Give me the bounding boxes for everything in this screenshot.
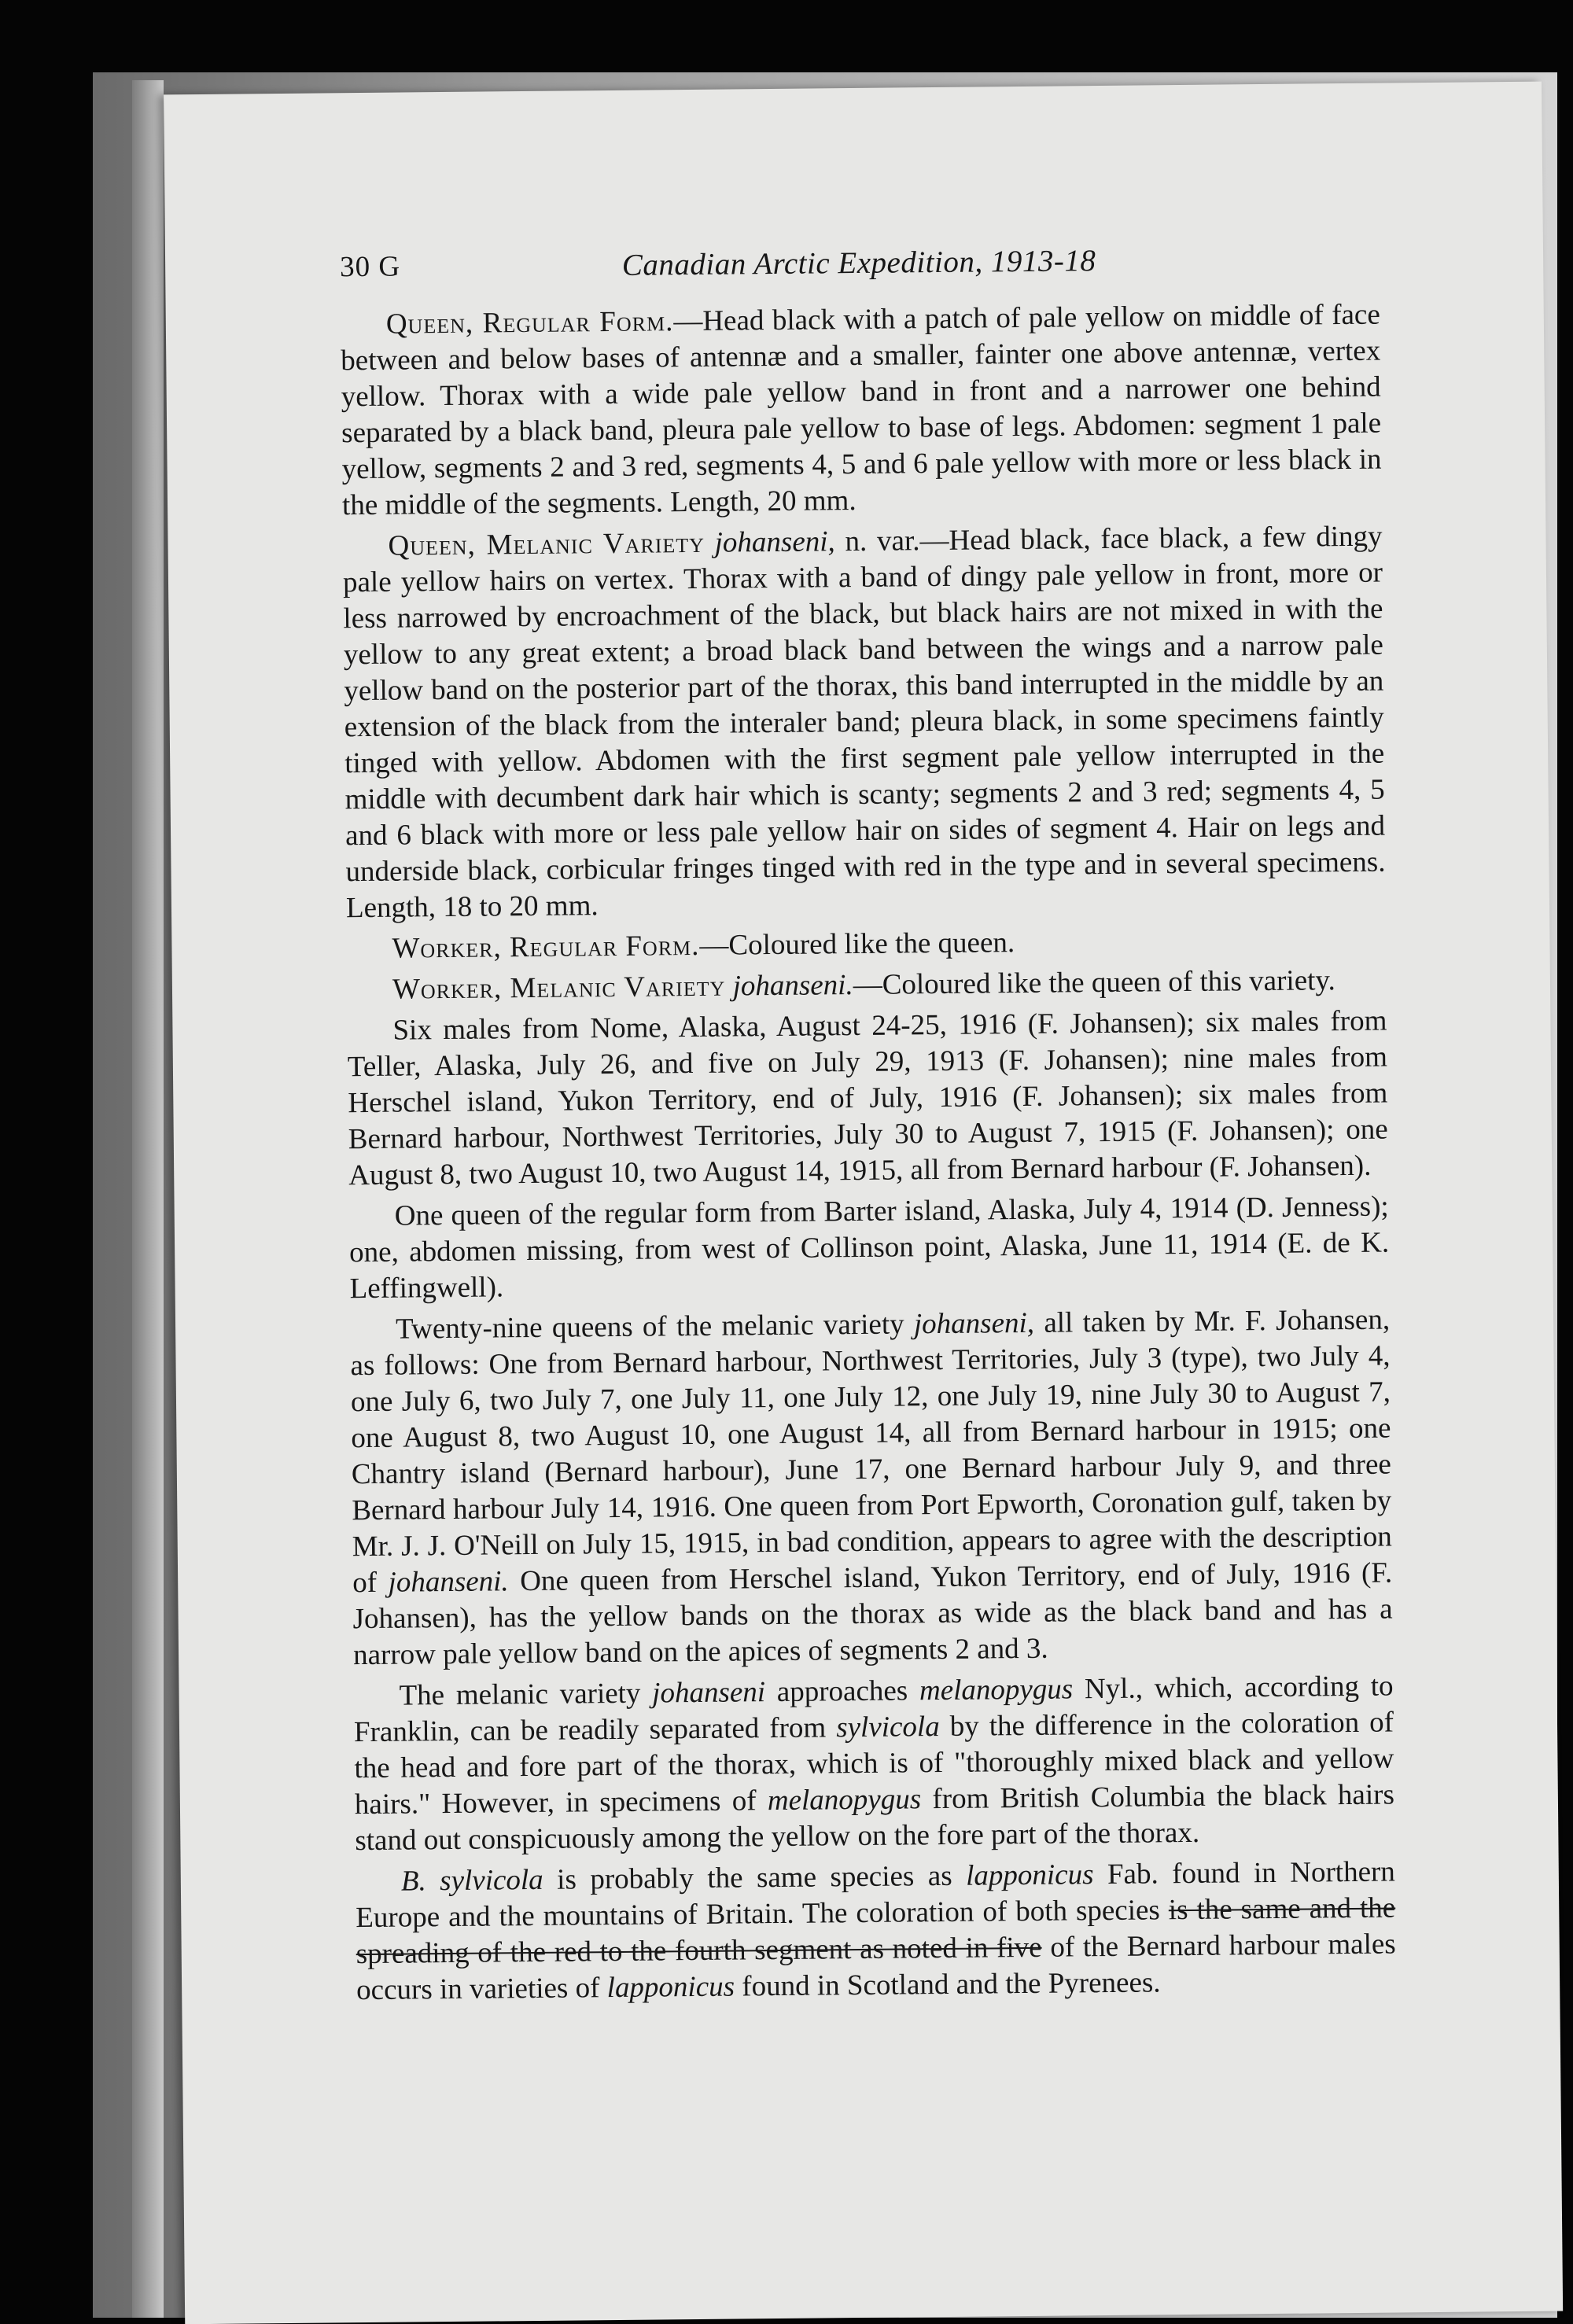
paragraph-heading-italic: johanseni, <box>714 525 835 559</box>
paragraph-text: by the difference in the coloration of the head and fore part of the thorax, which is of "thoroughly mixed black and yellow hairs." However, in specimens of <box>354 1706 1394 1821</box>
paragraph-text: Twenty-nine queens of the melanic variety <box>395 1308 904 1346</box>
paragraph-worker-melanic <box>347 963 1387 1009</box>
scanned-page <box>164 82 1563 2324</box>
page-number: 30 G <box>339 250 401 284</box>
paragraph-heading: Queen, Melanic Variety <box>388 526 705 562</box>
species-name: lapponicus <box>965 1858 1094 1892</box>
page-header <box>340 241 1379 298</box>
paragraph-melanopygus-comparison <box>353 1668 1394 1859</box>
paragraph-text: all taken by Mr. F. Johansen, as follows: One from Bernard harbour, Northwest Territories, July 3 (type), two July 4, one July 6, two July 7, one July 11, one July 12, one July 19, nine July 30 to August 7, one August 8, two August 10, one August 14, all from Bernard harbour in 1915; one Chantry island (Bernard harbour), June 17, one Bernard harbour July 9, and three Bernard harbour July 14, 1916. One queen from Port Epworth, Coronation gulf, taken by Mr. J. J. O'Neill on July 15, 1915, in bad condition, appears to agree with the description of <box>350 1303 1392 1600</box>
paragraph-melanic-queen-records <box>350 1302 1393 1674</box>
paragraph-text: from British Columbia the black hairs stand out conspicuously among the yellow on the fore part of the thorax. <box>355 1778 1395 1858</box>
struck-through-text: is the same and the spreading of the red to the fourth segment as noted in five <box>355 1891 1396 1971</box>
paragraph-text: n. var.—Head black, face black, a few dingy pale yellow hairs on vertex. Thorax with a band of dingy pale yellow in front, more or less narrowed by encroachment of the black, but black hairs are not mixed in with the yellow to any great extent; a broad black band between the wings and a narrow pale yellow band on the posterior part of the thorax, this band interrupted in the middle by an extension of the black from the interaler band; pleura black, in some specimens faintly tinged with yellow. Abdomen with the first segment pale yellow interrupted in the middle with decumbent dark hair which is scanty; segments 2 and 3 red; segments 4, 5 and 6 black with more or less pale yellow hair on sides of segment 4. Hair on legs and underside black, corbicular fringes tinged with red in the type and in several specimens. Length, 18 to 20 mm. <box>342 520 1386 925</box>
species-name: lapponicus <box>606 1970 735 2005</box>
species-name: melanopygus <box>919 1673 1074 1707</box>
paragraph-text: approaches <box>776 1674 908 1709</box>
paragraph-text: —Coloured like the queen. <box>699 926 1015 962</box>
species-name: B. sylvicola <box>400 1863 543 1898</box>
page-gutter <box>132 80 164 2318</box>
species-name: johanseni <box>651 1676 766 1710</box>
paragraph-text: Fab. found in Northern Europe and the mountains of Britain. The coloration of both species <box>355 1855 1396 1935</box>
paragraph-queen-records <box>349 1189 1390 1308</box>
paragraph-males-records <box>347 1004 1388 1195</box>
running-title: Canadian Arctic Expedition, 1913-18 <box>621 244 1096 282</box>
paragraph-heading: Worker, Melanic Variety <box>392 970 726 1006</box>
paragraph-lapponicus-comparison <box>355 1854 1397 2009</box>
paragraph-text: Nyl., which, according to Franklin, can be readily separated from <box>353 1670 1394 1749</box>
paragraph-queen-melanic <box>342 519 1386 927</box>
paragraph-text: —Coloured like the queen of this variety. <box>853 964 1335 1002</box>
paragraph-text: found in Scotland and the Pyrenees. <box>742 1966 1161 2003</box>
species-name: sylvicola <box>836 1711 940 1744</box>
paragraph-text: —Head black with a patch of pale yellow on middle of face between and below bases of antennæ and a smaller, fainter one above antennæ, vertex yellow. Thorax with a wide pale yellow band in front and a narrower one behind separated by a black band, pleura pale yellow to base of legs. Abdomen: segment 1 pale yellow, segments 2 and 3 red, segments 4, 5 and 6 pale yellow with more or less black in the middle of the segments. Length, 20 mm. <box>341 298 1382 522</box>
species-name: melanopygus <box>767 1783 922 1818</box>
paragraph-heading: Worker, Regular Form. <box>392 929 700 965</box>
paragraph-heading: Queen, Regular Form. <box>385 305 674 341</box>
paragraph-text: is probably the same species as <box>556 1859 952 1896</box>
paragraph-queen-regular <box>341 297 1383 525</box>
paragraph-worker-regular <box>346 922 1386 968</box>
paragraph-text: of the Bernard harbour males occurs in varieties of <box>355 1928 1396 2007</box>
paragraph-heading-italic: johanseni. <box>732 969 853 1003</box>
paragraph-text: The melanic variety <box>399 1677 641 1712</box>
paragraph-text: Six males from Nome, Alaska, August 24-25, 1916 (F. Johansen); six males from Teller, Alaska, July 26, and five on July 29, 1913 (F. Johansen); nine males from Herschel island, Yukon Territory, end of July, 1916 (F. Johansen); six males from Bernard harbour, Northwest Territories, July 30 to August 7, 1915 (F. Johansen); one August 8, two August 10, two August 14, 1915, all from Bernard harbour (F. Johansen). <box>347 1004 1388 1192</box>
paragraph-text: One queen from Herschel island, Yukon Territory, end of July, 1916 (F. Johansen), has the yellow bands on the thorax as wide as the black band and has a narrow pale yellow band on the apices of segments 2 and 3. <box>352 1556 1393 1672</box>
species-name: johanseni. <box>388 1565 509 1599</box>
species-name: johanseni, <box>913 1306 1035 1341</box>
paragraph-text: One queen of the regular form from Barter island, Alaska, July 4, 1914 (D. Jenness); one, abdomen missing, from west of Collinson point, Alaska, June 11, 1914 (E. de K. Leffingwell). <box>348 1190 1390 1306</box>
body-text <box>341 297 1397 2014</box>
